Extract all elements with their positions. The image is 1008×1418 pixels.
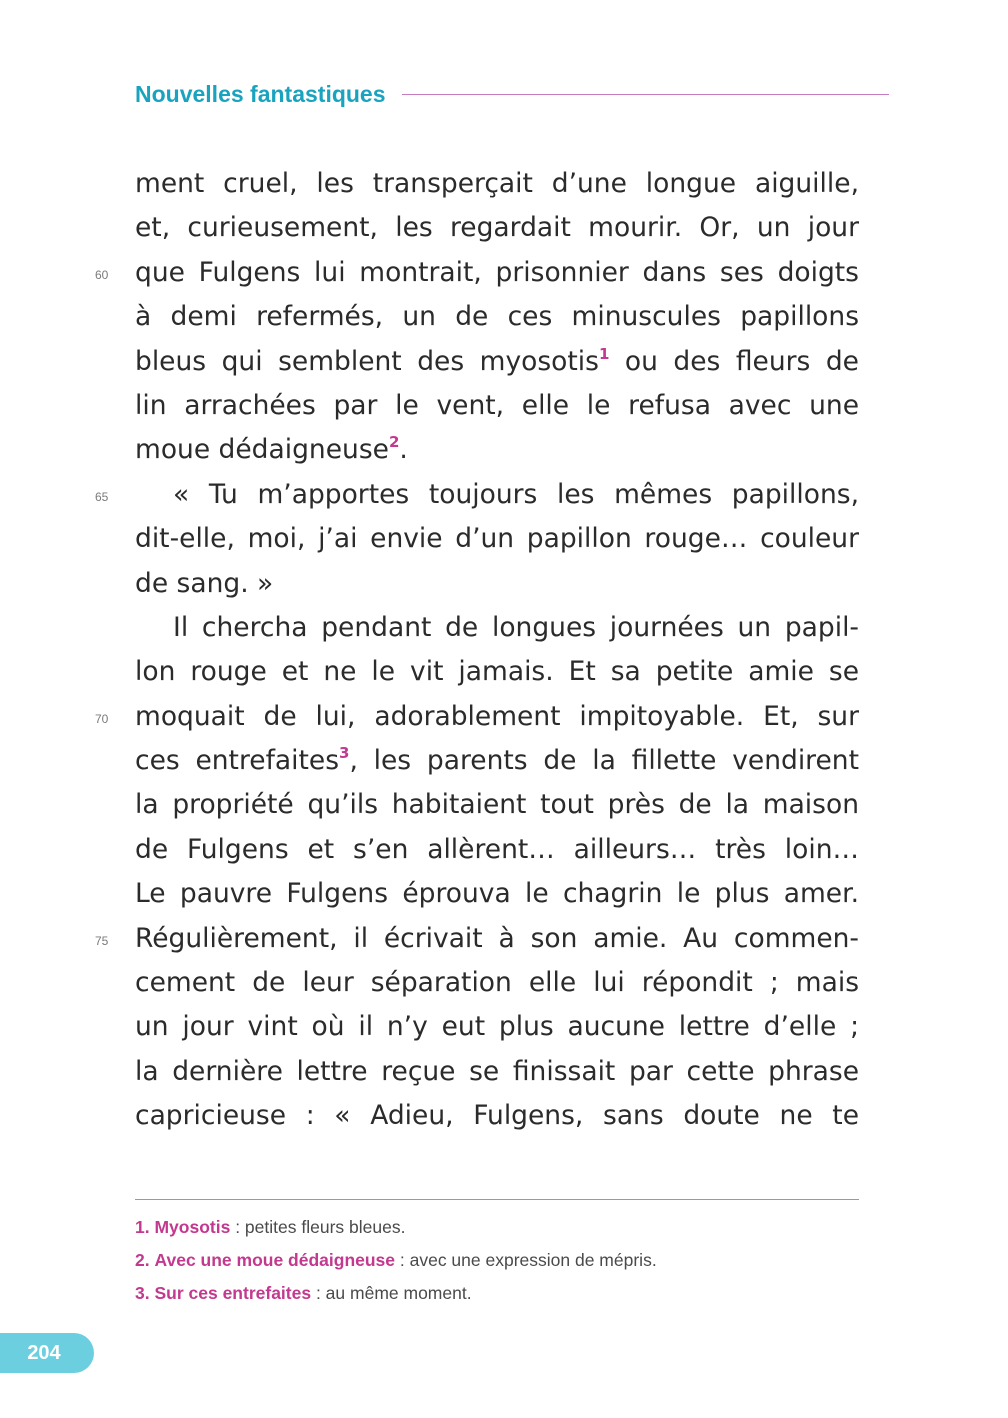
page-number-badge: [0, 1333, 94, 1373]
page-number: 204: [27, 1341, 61, 1364]
text-line: que Fulgens lui montrait, prisonnier dans ses doigts: [135, 256, 859, 288]
footnote-number: 1.: [135, 1217, 150, 1237]
footnote-definition: : petites fleurs bleues.: [230, 1217, 406, 1237]
text-line: la propriété qu’ils habitaient tout près de la maison: [135, 789, 859, 821]
text-segment: bleus qui semblent des myosotis: [135, 345, 599, 377]
header-rule: [402, 94, 889, 95]
text-line: [135, 428, 859, 472]
running-header: [135, 78, 889, 110]
footnote-item: [135, 1245, 859, 1278]
text-line: de Fulgens et s’en allèrent… ailleurs… très loin…: [135, 833, 859, 865]
text-line: dit-elle, moi, j’ai envie d’un papillon rouge… couleur: [135, 523, 859, 555]
text-line: et, curieusement, les regardait mourir. Or, un jour: [135, 212, 859, 244]
footnote-item: [135, 1278, 859, 1311]
text-segment: ou des fleurs de: [609, 345, 859, 377]
text-segment: , les parents de la fillette vendirent: [349, 745, 859, 777]
text-line: un jour vint où il n’y eut plus aucune lettre d’elle ;: [135, 1011, 859, 1043]
text-segment: .: [399, 434, 408, 466]
text-line: capricieuse : « Adieu, Fulgens, sans doute ne te: [135, 1100, 859, 1132]
line-number: 75: [95, 934, 109, 948]
footnote-item: [135, 1212, 859, 1245]
footnotes: [135, 1212, 859, 1311]
text-line: de sang. »: [135, 567, 274, 599]
line-number: 70: [95, 712, 109, 726]
body-text: [135, 162, 859, 1139]
footnote-definition: : avec une expression de mépris.: [395, 1250, 657, 1270]
footnote-divider: [135, 1199, 859, 1200]
text-line: [135, 739, 859, 783]
text-line: lin arrachées par le vent, elle le refusa avec une: [135, 389, 859, 421]
footnote-ref-2[interactable]: 2: [388, 433, 400, 452]
text-line: à demi refermés, un de ces minuscules papillons: [135, 301, 859, 333]
footnote-term: Myosotis: [154, 1217, 231, 1237]
text-line: Régulièrement, il écrivait à son amie. Au commen-: [135, 922, 859, 954]
text-line: lon rouge et ne le vit jamais. Et sa petite amie se: [135, 656, 859, 688]
footnote-term: Sur ces entrefaites: [154, 1283, 312, 1303]
text-segment: moue dédaigneuse: [135, 434, 389, 466]
footnote-definition: : au même moment.: [311, 1283, 472, 1303]
text-line: Le pauvre Fulgens éprouva le chagrin le plus amer.: [135, 878, 859, 910]
text-line: [135, 340, 859, 384]
text-line: cement de leur séparation elle lui répondit ; mais: [135, 967, 859, 999]
text-line: la dernière lettre reçue se finissait par cette phrase: [135, 1055, 859, 1087]
text-line: « Tu m’apportes toujours les mêmes papillons,: [173, 478, 859, 510]
footnote-ref-1[interactable]: 1: [598, 344, 610, 363]
footnote-number: 2.: [135, 1250, 150, 1270]
text-line: ment cruel, les transperçait d’une longue aiguille,: [135, 168, 859, 199]
line-number: 65: [95, 490, 109, 504]
footnote-term: Avec une moue dédaigneuse: [154, 1250, 396, 1270]
footnote-ref-3[interactable]: 3: [339, 744, 350, 763]
text-line: moquait de lui, adorablement impitoyable. Et, sur: [135, 700, 859, 732]
text-segment: ces entrefaites: [135, 745, 339, 777]
footnote-number: 3.: [135, 1283, 150, 1303]
text-line: Il chercha pendant de longues journées un papil-: [173, 611, 859, 643]
chapter-title: Nouvelles fantastiques: [135, 80, 386, 107]
line-number: 60: [95, 268, 109, 282]
